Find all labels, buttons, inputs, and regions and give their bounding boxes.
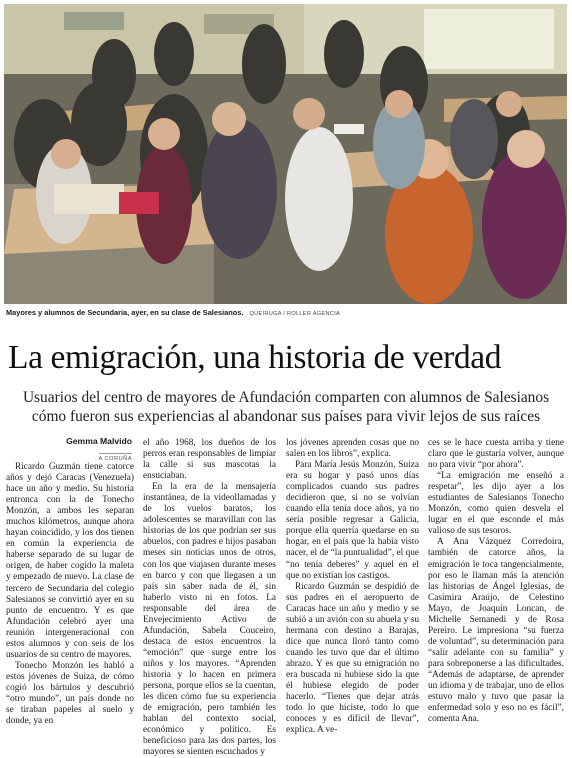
paragraph: En la era de la mensajería instantánea, de la videollamadas y de los vuelos baratos, los adolescentes se maravillan con las historias de los que podrían ser sus abuelos, con padres e hijos pasaban meses sin noticias unos de otros, con los que viajasen durante meses en barco y con que llegasen a un país sin saber nada de él, sin haberlo visto ni en fotos. La responsable del área de Envejecimiento Activo de Afundación, Sabela Couceiro, destaca de estos encuentros la “emoción” que surge entre los niños y los mayores. “Aprenden historia y lo hacen en primera persona, porque ellos se la cuentan, les dicen cómo fue su experiencia de emigración, pero también les hablan del contexto social, económico y político. Es beneficioso para las dos partes, los mayores se sienten escuchados y xyxy=(143,482,276,758)
paragraph: los jóvenes aprenden cosas que no salen en los libros”, explica. xyxy=(286,438,419,460)
paragraph: ces se le hace cuesta arriba y tiene claro que le gustaría volver, aunque no para vivir “por ahora”. xyxy=(428,438,564,471)
photo-caption xyxy=(6,307,566,319)
caption-text: Mayores y alumnos de Secundaria, ayer, en su clase de Salesianos. xyxy=(6,308,244,317)
article-column-3 xyxy=(286,438,419,736)
article-column-4 xyxy=(428,438,564,725)
paragraph: Ricardo Guzmán tiene catorce años y dejó Caracas (Venezuela) hace un año y medio. Su historia entronca con la de Tonecho Monzón, a ambos les separan muchos kilómetros, aunque ahora hayan coincidido, y los dos tienen en común la experiencia de haberse separado de su lugar de origen, de haber cogido la maleta y empezado de nuevo. La clase de tercero de Secundaria del colegio Salesianos se convirtió ayer en su punto de encuentro. Y es que Afundación celebró ayer una reunión intergeneracional con estos alumnos y con seis de los usuarios de su centro de mayores. xyxy=(6,462,134,660)
paragraph: A Ana Vázquez Corredoira, también de catorce años, la emigración le toca tangencialmente, por eso le llaman más la atención las historias de Ángel Iglesias, de Casimira Araújo, de Celestino Mayo, de Joaquín Loncan, de Michelle Semanedi y de Rosa Pereiro. Le impresiona “su fuerza de voluntad”, su determinación para “salir adelante con su familia” y para sobreponerse a las dificultades. “Además de adaptarse, de aprender un idioma y de trabajar, uno de ellos estuvo malo y tuvo que pasar la enfermedad solo y eso no es fácil”, comenta Ana. xyxy=(428,537,564,725)
byline-author: Gemma Malvido xyxy=(66,436,132,446)
headline: La emigración, una historia de verdad xyxy=(8,339,502,376)
classroom-photo-illustration xyxy=(4,4,567,304)
paragraph: el año 1968, los dueños de los perros eran responsables de limpiar la calle si sus mascotas la ensuciaban. xyxy=(143,438,276,482)
article-column-2 xyxy=(143,438,276,758)
photo-credit: QUEIRUGA / ROLLER AGENCIA xyxy=(249,311,340,317)
article-column-1 xyxy=(6,462,134,727)
paragraph: “La emigración me enseñó a respetar”, les dijo ayer a los estudiantes de Salesianos Tonecho Monzón, como quien desvela el lugar en el que esconde el más valioso de sus tesoros. xyxy=(428,471,564,537)
byline xyxy=(6,436,132,465)
paragraph: Ricardo Guzmán se despidió de sus padres en el aeropuerto de Caracas hace un año y medio y se subió a un avión con su abuela y su hermana con destino a Barajas, dice que nunca lloró tanto como cuando les tuvo que dar el último abrazo. Y es que su emigración no era buscada ni hubiese sido la que él hubiese elegido de poder hacerlo. “Tienes que dejar atrás todo lo que hiciste, todo lo que conoces y es difícil de llevar”, explica. A ve- xyxy=(286,581,419,736)
news-photo xyxy=(4,4,567,304)
subheadline: Usuarios del centro de mayores de Afundación comparten con alumnos de Salesianos cómo fueron sus experiencias al abandonar sus países para vivir lejos de sus raíces xyxy=(22,389,550,425)
paragraph: Tonecho Monzón les habló a estos jóvenes de Suiza, de cómo cogió los bártulos y descubrió “otro mundo”, un país donde no se tiraban papeles al suelo y donde, ya en xyxy=(6,660,134,727)
byline-location: A CORUÑA xyxy=(99,453,132,464)
paragraph: Para María Jesús Monzón, Suiza era su hogar y pasó unos días complicados cuando sus padres decidieron que, si no se volvían cuando ella tenía doce años, ya no sería posible regresar a Galicia, porque ella querría quedarse en su hogar, en el país que la había visto nacer, el de “la puntualidad”, el que “no tenía deberes” y aquel en el que no existían los castigos. xyxy=(286,460,419,581)
